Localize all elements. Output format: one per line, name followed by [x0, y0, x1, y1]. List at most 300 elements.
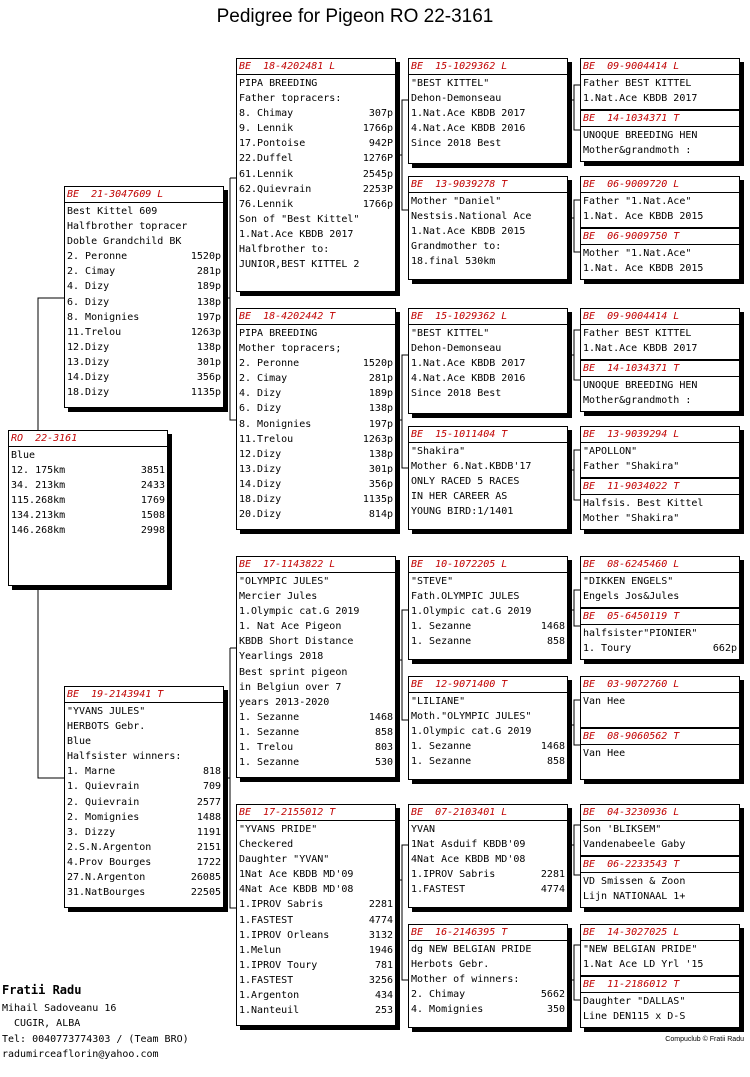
info-line: 1.Nat.Ace KBDB 2017: [411, 108, 526, 120]
result-line: [239, 462, 393, 477]
result-line: [67, 310, 221, 325]
info-line: 4.Nat.Ace KBDB 2016: [411, 373, 526, 385]
result-race: 76.Lennik: [239, 198, 294, 210]
divider: [581, 692, 739, 693]
info-line: 1.Nat.Ace KBDB 2015: [411, 226, 526, 238]
result-line: [67, 885, 221, 900]
result-line: [67, 779, 221, 794]
info-line: "YVANS JULES": [67, 706, 146, 717]
result-line: [239, 151, 393, 166]
result-race: 4. Dizy: [239, 388, 282, 400]
ring-number: BE 16-2146395 T: [411, 927, 508, 938]
result-line: [239, 447, 393, 462]
pedigree-box-g16[interactable]: [580, 976, 740, 1028]
pedigree-box-g9[interactable]: [580, 556, 740, 608]
result-race: 6. Dizy: [239, 403, 282, 415]
info-line: 1.Nat. Ace KBDB 2015: [583, 211, 704, 223]
info-line: Nestsis.National Ace: [411, 211, 532, 223]
result-line: [67, 870, 221, 885]
info-line: 1.Nat.Ace KBDB 2017: [239, 228, 354, 240]
result-line: [239, 417, 393, 432]
result-value: 2577: [196, 796, 221, 808]
result-race: 2. Cimay: [67, 266, 116, 278]
result-value: 26085: [190, 872, 221, 884]
result-line: [67, 385, 221, 400]
result-race: 1.Argenton: [239, 990, 300, 1002]
result-line: [67, 810, 221, 825]
result-race: 3. Dizzy: [67, 826, 116, 838]
result-race: 1. Sezanne: [411, 756, 472, 768]
pedigree-box-sire[interactable]: [64, 186, 224, 408]
pedigree-box-g12[interactable]: [580, 728, 740, 780]
info-line: "BEST KITTEL": [411, 328, 490, 339]
result-line: [67, 325, 221, 340]
info-line: Moth."OLYMPIC JULES": [411, 711, 532, 723]
result-value: 2545p: [362, 168, 393, 180]
divider: [237, 74, 395, 75]
info-line: Daughter "DALLAS": [583, 996, 686, 1007]
result-value: 5662: [540, 989, 565, 1001]
info-line: Since 2018 Best: [411, 138, 502, 150]
owner-phone: Tel: 0040773774303 / (Team BRO): [2, 1033, 189, 1045]
result-line: [67, 840, 221, 855]
result-line: [239, 928, 393, 943]
result-race: 1.FASTEST: [239, 914, 294, 926]
ring-number: BE 08-6245460 L: [583, 559, 680, 570]
divider: [65, 702, 223, 703]
divider: [581, 244, 739, 245]
divider: [581, 442, 739, 443]
result-line: [11, 478, 165, 493]
result-value: 2998: [140, 525, 165, 537]
info-line: HERBOTS Gebr.: [67, 721, 146, 733]
result-value: 301p: [196, 356, 221, 368]
info-line: Van Hee: [583, 696, 626, 707]
result-race: 134.213km: [11, 510, 66, 522]
result-line: [67, 355, 221, 370]
info-line: Halfsis. Best Kittel: [583, 498, 704, 509]
result-value: 253: [374, 1005, 393, 1017]
info-line: Father BEST KITTEL: [583, 78, 692, 89]
info-line: Dehon-Demonseau: [411, 343, 502, 355]
pedigree-box-sire-dam[interactable]: [236, 308, 396, 530]
result-race: 1. Sezanne: [239, 726, 300, 738]
result-line: [239, 958, 393, 973]
result-value: 307p: [368, 108, 393, 120]
info-line: "STEVE": [411, 576, 454, 587]
info-line: Since 2018 Best: [411, 388, 502, 400]
info-line: Son 'BLIKSEM": [583, 824, 662, 835]
result-race: 61.Lennik: [239, 168, 294, 180]
result-value: 138p: [196, 296, 221, 308]
result-line: [411, 987, 565, 1002]
result-line: [411, 754, 565, 769]
result-value: 1468: [540, 741, 565, 753]
pedigree-box-dam-dam[interactable]: [236, 804, 396, 1026]
info-line: Halfbrother to:: [239, 244, 330, 256]
result-value: 138p: [196, 341, 221, 353]
result-line: [411, 882, 565, 897]
ring-number: BE 17-2155012 T: [239, 807, 336, 818]
result-race: 9. Lennik: [239, 123, 294, 135]
info-line: Doble Grandchild BK: [67, 236, 182, 248]
result-line: [239, 136, 393, 151]
result-line: [411, 867, 565, 882]
result-race: 1. Toury: [583, 643, 632, 655]
divider: [237, 324, 395, 325]
info-line: Mother "Daniel": [411, 196, 502, 207]
owner-name: Fratii Radu: [2, 983, 82, 997]
divider: [581, 192, 739, 193]
result-race: 1. Marne: [67, 766, 116, 778]
info-line: Blue: [67, 736, 92, 748]
result-race: 1.FASTEST: [411, 884, 466, 896]
result-value: 803: [374, 742, 393, 754]
pedigree-box-g2[interactable]: [580, 110, 740, 162]
info-line: Father "Shakira": [583, 461, 680, 473]
result-line: [67, 340, 221, 355]
pedigree-box-g4[interactable]: [580, 228, 740, 280]
ring-number: BE 14-1034371 T: [583, 113, 680, 124]
result-race: 4.Prov Bourges: [67, 856, 152, 868]
info-line: 1.Nat.Ace KBDB 2017: [583, 93, 698, 105]
info-line: 1Nat Ace KBDB MD'09: [239, 869, 354, 881]
ring-number: BE 13-9039294 L: [583, 429, 680, 440]
divider: [9, 446, 167, 447]
result-race: 12.Dizy: [239, 448, 282, 460]
result-value: 2281: [368, 899, 393, 911]
info-line: halfsister"PIONIER": [583, 628, 698, 639]
result-value: 858: [374, 726, 393, 738]
info-line: years 2013-2020: [239, 696, 330, 708]
info-line: Mercier Jules: [239, 591, 318, 603]
result-value: 197p: [196, 311, 221, 323]
result-line: [583, 641, 737, 656]
divider: [581, 572, 739, 573]
result-value: 4774: [368, 914, 393, 926]
divider: [581, 74, 739, 75]
pedigree-box-fmf[interactable]: [408, 308, 568, 414]
result-value: 22505: [190, 887, 221, 899]
result-value: 1263p: [190, 326, 221, 338]
result-line: [239, 973, 393, 988]
result-race: 13.Dizy: [239, 463, 282, 475]
info-line: IN HER CAREER AS: [411, 491, 508, 503]
result-line: [239, 710, 393, 725]
pedigree-box-subject[interactable]: [8, 430, 168, 586]
result-line: [239, 507, 393, 522]
divider: [581, 126, 739, 127]
result-value: 281p: [196, 266, 221, 278]
ring-number: BE 18-4202442 T: [239, 311, 336, 322]
result-line: [11, 523, 165, 538]
divider: [581, 324, 739, 325]
ring-number: BE 14-3027025 L: [583, 927, 680, 938]
info-line: 1.Olympic cat.G 2019: [411, 726, 532, 738]
pedigree-box-dam-sire[interactable]: [236, 556, 396, 778]
result-value: 138p: [368, 403, 393, 415]
result-line: [67, 264, 221, 279]
result-race: 62.Quievrain: [239, 183, 312, 195]
owner-email[interactable]: radumirceaflorin@yahoo.com: [2, 1049, 159, 1060]
info-line: 18.final 530km: [411, 256, 496, 268]
result-race: 1. Quievrain: [67, 781, 140, 793]
result-race: 4. Momignies: [411, 1004, 484, 1016]
result-race: 13.Dizy: [67, 356, 110, 368]
result-value: 1769: [140, 495, 165, 507]
result-line: [239, 197, 393, 212]
result-race: 11.Trelou: [67, 326, 122, 338]
result-value: 858: [546, 636, 565, 648]
result-race: 1.IPROV Sabris: [239, 899, 324, 911]
pedigree-box-mmm[interactable]: [408, 924, 568, 1028]
ring-number: BE 11-2186012 T: [583, 979, 680, 990]
ring-number: BE 09-9004414 L: [583, 61, 680, 72]
divider: [581, 820, 739, 821]
divider: [409, 692, 567, 693]
result-value: 1520p: [190, 251, 221, 263]
ring-number: BE 14-1034371 T: [583, 363, 680, 374]
result-value: 434: [374, 990, 393, 1002]
result-line: [411, 1002, 565, 1017]
pedigree-box-g3[interactable]: [580, 176, 740, 228]
result-line: [67, 295, 221, 310]
pedigree-box-g1[interactable]: [580, 58, 740, 110]
pedigree-box-g13[interactable]: [580, 804, 740, 856]
info-line: Father "1.Nat.Ace": [583, 196, 692, 207]
ring-number: BE 06-9009720 L: [583, 179, 680, 190]
info-line: Engels Jos&Jules: [583, 591, 680, 603]
pedigree-box-fmm[interactable]: [408, 426, 568, 530]
divider: [409, 442, 567, 443]
result-value: 281p: [368, 373, 393, 385]
pedigree-box-fff[interactable]: [408, 58, 568, 164]
divider: [409, 192, 567, 193]
result-line: [239, 432, 393, 447]
result-race: 8. Monignies: [67, 311, 140, 323]
result-line: [239, 1003, 393, 1018]
result-value: 3256: [368, 974, 393, 986]
result-line: [411, 619, 565, 634]
divider: [409, 324, 567, 325]
pedigree-box-sire-sire[interactable]: [236, 58, 396, 292]
info-line: "NEW BELGIAN PRIDE": [583, 944, 698, 955]
result-race: 17.Pontoise: [239, 138, 306, 150]
result-race: 1. Sezanne: [239, 711, 300, 723]
ring-number: BE 06-9009750 T: [583, 231, 680, 242]
info-line: PIPA BREEDING: [239, 78, 318, 89]
info-line: 1.Nat.Ace KBDB 2017: [583, 343, 698, 355]
result-race: 146.268km: [11, 525, 66, 537]
ring-number: BE 15-1029362 L: [411, 311, 508, 322]
info-line: "APOLLON": [583, 446, 638, 457]
info-line: Best Kittel 609: [67, 206, 158, 217]
result-value: 2151: [196, 841, 221, 853]
result-value: 3132: [368, 929, 393, 941]
result-line: [411, 634, 565, 649]
pedigree-box-g14[interactable]: [580, 856, 740, 908]
result-race: 1.IPROV Orleans: [239, 929, 330, 941]
result-race: 31.NatBourges: [67, 887, 146, 899]
result-line: [239, 492, 393, 507]
result-value: 709: [202, 781, 221, 793]
divider: [581, 940, 739, 941]
info-line: 1.Nat. Ace KBDB 2015: [583, 263, 704, 275]
divider: [409, 940, 567, 941]
result-value: 858: [546, 756, 565, 768]
result-value: 189p: [368, 388, 393, 400]
pedigree-box-mmf[interactable]: [408, 804, 568, 908]
info-line: UNOQUE BREEDING HEN: [583, 130, 698, 141]
result-value: 1468: [540, 621, 565, 633]
info-line: Line DEN115 x D-S: [583, 1011, 686, 1023]
info-line: "Shakira": [411, 446, 466, 457]
ring-number: BE 13-9039278 T: [411, 179, 508, 190]
result-race: 14.Dizy: [67, 372, 110, 384]
info-line: KBDB Short Distance: [239, 636, 354, 648]
pedigree-box-g11[interactable]: [580, 676, 740, 728]
info-line: 4Nat Ace KBDB MD'08: [239, 884, 354, 896]
pedigree-box-dam[interactable]: [64, 686, 224, 908]
result-race: 1.FASTEST: [239, 974, 294, 986]
pedigree-box-mff[interactable]: [408, 556, 568, 660]
result-race: 8. Monignies: [239, 418, 312, 430]
info-line: PIPA BREEDING: [239, 328, 318, 339]
ring-number: BE 11-9034022 T: [583, 481, 680, 492]
info-line: "DIKKEN ENGELS": [583, 576, 674, 587]
pedigree-box-g5[interactable]: [580, 308, 740, 360]
ring-number: BE 12-9071400 T: [411, 679, 508, 690]
ring-number: BE 04-3230936 L: [583, 807, 680, 818]
result-line: [239, 121, 393, 136]
result-line: [67, 764, 221, 779]
info-line: ONLY RACED 5 RACES: [411, 476, 520, 488]
result-race: 1.IPROV Toury: [239, 959, 318, 971]
result-race: 34. 213km: [11, 480, 66, 492]
pedigree-box-mfm[interactable]: [408, 676, 568, 780]
info-line: Daughter "YVAN": [239, 854, 330, 866]
divider: [237, 572, 395, 573]
result-line: [239, 913, 393, 928]
info-line: "OLYMPIC JULES": [239, 576, 330, 587]
result-value: 356p: [368, 478, 393, 490]
info-line: UNOQUE BREEDING HEN: [583, 380, 698, 391]
info-line: 1. Nat Ace Pigeon: [239, 621, 342, 633]
result-value: 818: [202, 766, 221, 778]
result-value: 2253P: [362, 183, 393, 195]
info-line: Mother of winners:: [411, 974, 520, 986]
info-line: Best sprint pigeon: [239, 666, 348, 678]
result-race: 12. 175km: [11, 465, 66, 477]
result-value: 1135p: [362, 494, 393, 506]
result-line: [239, 740, 393, 755]
result-line: [67, 855, 221, 870]
result-race: 1. Trelou: [239, 742, 294, 754]
ring-number: BE 18-4202481 L: [239, 61, 336, 72]
result-value: 1135p: [190, 387, 221, 399]
info-line: 1.Olympic cat.G 2019: [411, 606, 532, 618]
info-line: 4.Nat.Ace KBDB 2016: [411, 123, 526, 135]
result-line: [239, 182, 393, 197]
info-line: Dehon-Demonseau: [411, 93, 502, 105]
info-line: Fath.OLYMPIC JULES: [411, 591, 520, 603]
result-race: 1.IPROV Sabris: [411, 869, 496, 881]
result-line: [239, 386, 393, 401]
result-race: 2.S.N.Argenton: [67, 841, 152, 853]
info-line: Father BEST KITTEL: [583, 328, 692, 339]
result-value: 2281: [540, 869, 565, 881]
result-value: 1191: [196, 826, 221, 838]
result-value: 301p: [368, 463, 393, 475]
divider: [581, 872, 739, 873]
result-value: 1468: [368, 711, 393, 723]
result-line: [239, 371, 393, 386]
result-value: 189p: [196, 281, 221, 293]
result-race: 11.Trelou: [239, 433, 294, 445]
ring-number: BE 07-2103401 L: [411, 807, 508, 818]
result-race: 22.Duffel: [239, 153, 294, 165]
result-race: 2. Peronne: [67, 251, 128, 263]
pedigree-box-g10[interactable]: [580, 608, 740, 660]
result-race: 1.Nanteuil: [239, 1005, 300, 1017]
owner-address-line-1: Mihail Sadoveanu 16: [2, 1002, 117, 1014]
result-line: [239, 725, 393, 740]
result-value: 4774: [540, 884, 565, 896]
owner-address-line-2: CUGIR, ALBA: [2, 1018, 81, 1029]
info-line: Blue: [11, 450, 36, 461]
result-value: 1508: [140, 510, 165, 522]
info-line: 1Nat Asduif KBDB'09: [411, 839, 526, 851]
pedigree-box-g7[interactable]: [580, 426, 740, 478]
result-race: 14.Dizy: [239, 478, 282, 490]
result-value: 3851: [140, 465, 165, 477]
divider: [409, 572, 567, 573]
info-line: Checkered: [239, 839, 294, 851]
pedigree-box-ffm[interactable]: [408, 176, 568, 280]
ring-number: BE 10-1072205 L: [411, 559, 508, 570]
result-line: [239, 988, 393, 1003]
result-value: 1276P: [362, 153, 393, 165]
result-race: 18.Dizy: [67, 387, 110, 399]
info-line: 1.Nat.Ace KBDB 2017: [411, 358, 526, 370]
pedigree-box-g15[interactable]: [580, 924, 740, 976]
footer-credit: Compuclub © Fratii Radu: [665, 1036, 744, 1043]
result-line: [239, 356, 393, 371]
info-line: Grandmother to:: [411, 241, 502, 253]
ring-number: BE 21-3047609 L: [67, 189, 164, 200]
ring-number: BE 08-9060562 T: [583, 731, 680, 742]
info-line: Mother "Shakira": [583, 513, 680, 525]
result-race: 12.Dizy: [67, 341, 110, 353]
divider: [65, 202, 223, 203]
info-line: Lijn NATIONAAL 1+: [583, 891, 686, 903]
info-line: Father topracers:: [239, 93, 342, 105]
result-race: 18.Dizy: [239, 494, 282, 506]
result-race: 2. Quievrain: [67, 796, 140, 808]
result-value: 814p: [368, 509, 393, 521]
ring-number: BE 03-9072760 L: [583, 679, 680, 690]
pedigree-box-g8[interactable]: [580, 478, 740, 530]
info-line: YOUNG BIRD:1/1401: [411, 506, 514, 518]
page-title: Pedigree for Pigeon RO 22-3161: [216, 6, 494, 27]
result-value: 1946: [368, 944, 393, 956]
pedigree-box-g6[interactable]: [580, 360, 740, 412]
result-race: 2. Cimay: [239, 373, 288, 385]
ring-number: BE 15-1029362 L: [411, 61, 508, 72]
ring-number: BE 15-1011404 T: [411, 429, 508, 440]
result-race: 20.Dizy: [239, 509, 282, 521]
info-line: Mother "1.Nat.Ace": [583, 248, 692, 259]
